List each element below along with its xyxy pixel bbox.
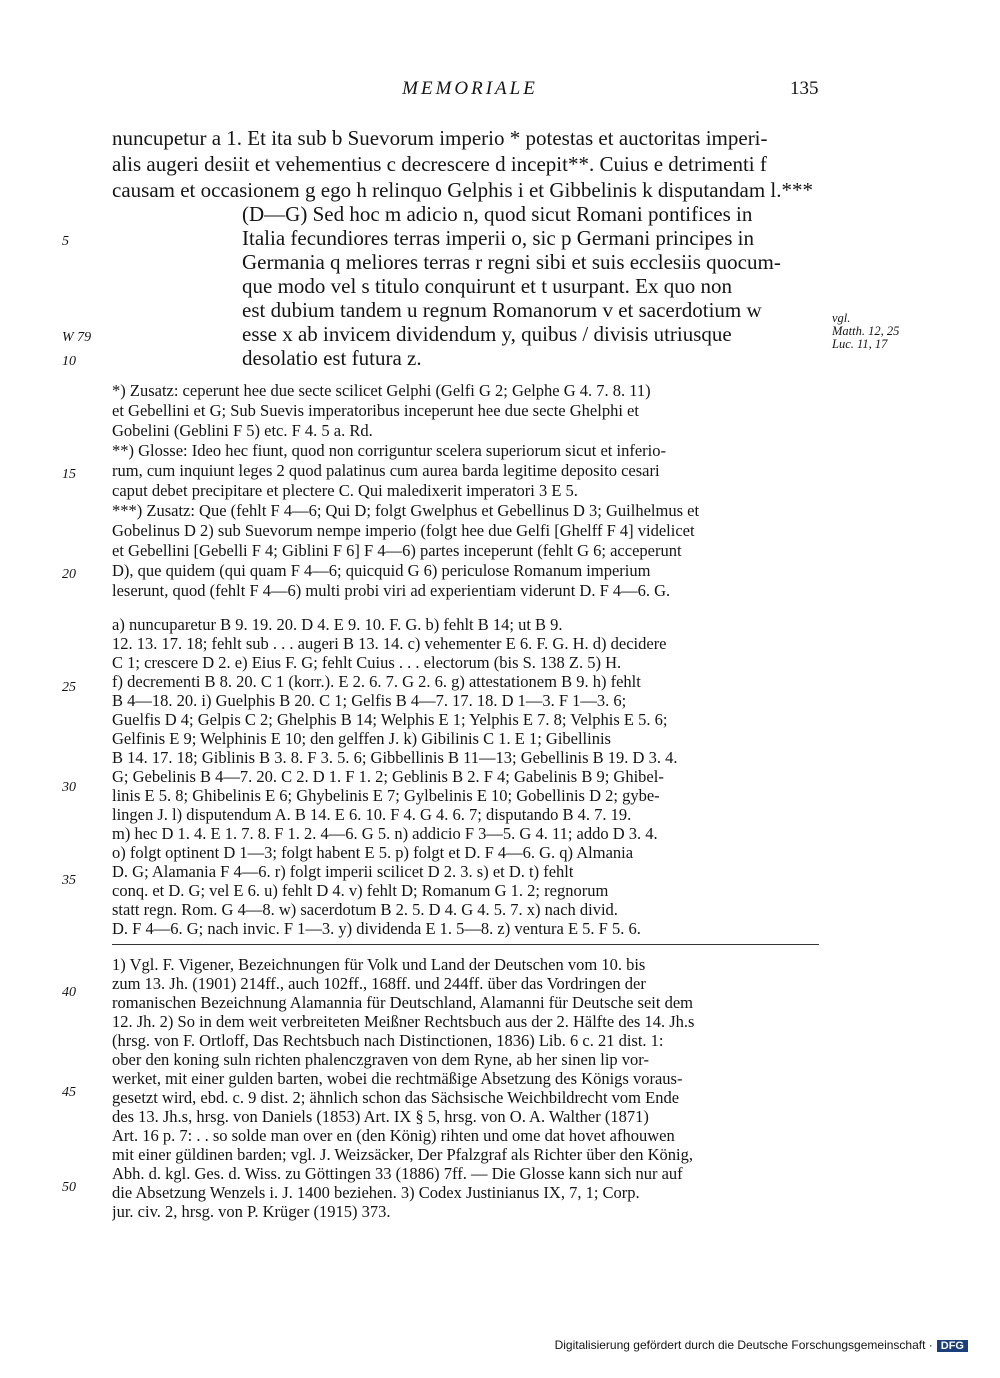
main-text-line: Italia fecundiores terras imperii o, sic p Germani principes in [242,226,754,250]
note-line: ober den koning suln richten phalenczgraven von dem Ryne, ab her sinen lip vor- [112,1050,649,1069]
apparatus-divider [112,944,819,945]
line-number: 5 [62,234,69,249]
addition-line: et Gebellini [Gebelli F 4; Giblini F 6] F 4—6) partes inceperunt (fehlt G 6; acceperunt [112,541,682,560]
apparatus-line: a) nuncuparetur B 9. 19. 20. D 4. E 9. 10. F. G. b) fehlt B 14; ut B 9. [112,615,563,634]
apparatus-line: statt regn. Rom. G 4—8. w) sacerdotum B 2. 5. D 4. G 4. 5. 7. x) nach divid. [112,900,618,919]
margin-reference-line: vgl. [832,311,851,325]
apparatus-line: o) folgt optinent D 1—3; folgt habent E 5. p) folgt et D. F 4—6. G. q) Almania [112,843,634,862]
note-line: romanischen Bezeichnung Alamannia für Deutschland, Alamanni für Deutsche seit dem [112,993,693,1012]
addition-line: Gobelini (Geblini F 5) etc. F 4. 5 a. Rd. [112,421,373,440]
line-number: 35 [62,873,76,888]
line-number: 10 [62,354,76,369]
apparatus-line: Guelfis D 4; Gelpis C 2; Ghelphis B 14; Welphis E 1; Yelphis E 7. 8; Velphis E 5. 6; [112,710,668,729]
apparatus-line: B 4—18. 20. i) Guelphis B 20. C 1; Gelfis B 4—7. 17. 18. D 1—3. F 1—3. 6; [112,691,627,710]
note-line: jur. civ. 2, hrsg. von P. Krüger (1915) 373. [112,1202,391,1221]
main-text-line: (D—G) Sed hoc m adicio n, quod sicut Romani pontifices in [242,202,753,226]
apparatus-line: m) hec D 1. 4. E 1. 7. 8. F 1. 2. 4—6. G 5. n) addicio F 3—5. G 4. 11; addo D 3. 4. [112,824,658,843]
apparatus-line: C 1; crescere D 2. e) Eius F. G; fehlt Cuius . . . electorum (bis S. 138 Z. 5) H. [112,653,622,672]
credit-text: Digitalisierung gefördert durch die Deutsche Forschungsgemeinschaft · [554,1338,933,1352]
note-line: mit einer güldinen barden; vgl. J. Weizsäcker, Der Pfalzgraf als Richter über den König, [112,1145,693,1164]
apparatus-line: D. F 4—6. G; nach invic. F 1—3. y) dividenda E 1. 5—8. z) ventura E 5. F 5. 6. [112,919,641,938]
apparatus-line: Gelfinis E 9; Welphinis E 10; den gelffen J. k) Gibilinis C 1. E 1; Gibellinis [112,729,611,748]
note-line: zum 13. Jh. (1901) 214ff., auch 102ff., 168ff. und 244ff. über das Vordringen der [112,974,646,993]
addition-line: **) Glosse: Ideo hec fiunt, quod non corriguntur scelera superiorum sicut et inferio- [112,441,666,460]
digitization-credit [555,1338,968,1352]
addition-line: ***) Zusatz: Que (fehlt F 4—6; Qui D; folgt Gwelphus et Gebellinus D 3; Guilhelmus et [112,501,700,520]
main-text-line: que modo vel s titulo conquirunt et t usurpant. Ex quo non [242,274,732,298]
line-number: 15 [62,467,76,482]
main-text-line: esse x ab invicem dividendum y, quibus / divisis utriusque [242,322,732,346]
margin-reference [832,312,899,351]
apparatus-line: 12. 13. 17. 18; fehlt sub . . . augeri B 13. 14. c) vehementer E 6. F. G. H. d) decidere [112,634,667,653]
note-line: (hrsg. von F. Ortloff, Das Rechtsbuch nach Distinctionen, 1836) Lib. 6 c. 21 dist. 1: [112,1031,664,1050]
line-number: 40 [62,985,76,1000]
addition-line: *) Zusatz: ceperunt hee due secte scilicet Gelphi (Gelfi G 2; Gelphe G 4. 7. 8. 11) [112,381,651,400]
note-line: werket, mit einer gulden barten, wobei die rechtmäßige Absetzung des Königs voraus- [112,1069,683,1088]
main-text-line: est dubium tandem u regnum Romanorum v et sacerdotium w [242,298,762,322]
main-text-line: nuncupetur a 1. Et ita sub b Suevorum imperio * potestas et auctoritas imperi- [112,126,768,150]
main-text-line: alis augeri desiit et vehementius c decrescere d incepit**. Cuius e detrimenti f [112,152,767,176]
apparatus-line: lingen J. l) disputendum A. B 14. E 6. 10. F 4. G 4. 6. 7; disputando B 4. 7. 19. [112,805,632,824]
main-text-line: causam et occasionem g ego h relinquo Gelphis i et Gibbelinis k disputandam l.*** [112,178,814,202]
note-line: 1) Vgl. F. Vigener, Bezeichnungen für Volk und Land der Deutschen vom 10. bis [112,955,646,974]
line-number: 45 [62,1085,76,1100]
margin-reference-line: Matth. 12, 25 [832,324,900,338]
margin-reference-line: Luc. 11, 17 [832,337,888,351]
apparatus-line: linis E 5. 8; Ghibelinis E 6; Ghybelinis E 7; Gylbelinis E 10; Gobellinis D 2; gybe- [112,786,660,805]
apparatus-line: f) decrementi B 8. 20. C 1 (korr.). E 2. 6. 7. G 2. 6. g) attestationem B 9. h) fehlt [112,672,641,691]
main-text-line: Germania q meliores terras r regni sibi et suis ecclesiis quocum- [242,250,781,274]
note-line: Art. 16 p. 7: . . so solde man over en (den König) rihten und ome dat hovet afhouwen [112,1126,675,1145]
addition-line: et Gebellini et G; Sub Suevis imperatoribus inceperunt hee due secte Ghelphi et [112,401,639,420]
page-number: 135 [790,78,819,99]
note-line: Abh. d. kgl. Ges. d. Wiss. zu Göttingen 33 (1886) 7ff. — Die Glosse kann sich nur auf [112,1164,683,1183]
addition-line: Gobelinus D 2) sub Suevorum nempe imperio (folgt hee due Gelfi [Ghelff F 4] videlicet [112,521,695,540]
note-line: die Absetzung Wenzels i. J. 1400 beziehen. 3) Codex Justinianus IX, 7, 1; Corp. [112,1183,640,1202]
line-number: 20 [62,567,76,582]
main-text-line: desolatio est futura z. [242,346,422,370]
running-header-title: MEMORIALE [402,78,538,99]
addition-line: leserunt, quod (fehlt F 4—6) multi probi viri ad experientiam viderunt D. F 4—6. G. [112,581,671,600]
addition-line: caput debet precipitare et plectere C. Qui maledixerit imperatori 3 E 5. [112,481,578,500]
note-line: des 13. Jh.s, hrsg. von Daniels (1853) Art. IX § 5, hrsg. von O. A. Walther (1871) [112,1107,649,1126]
apparatus-line: G; Gebelinis B 4—7. 20. C 2. D 1. F 1. 2; Geblinis B 2. F 4; Gabelinis B 9; Ghibel- [112,767,664,786]
line-number: 30 [62,780,76,795]
dfg-logo: DFG [937,1340,968,1352]
line-number: W 79 [62,330,92,345]
apparatus-line: conq. et D. G; vel E 6. u) fehlt D 4. v) fehlt D; Romanum G 1. 2; regnorum [112,881,609,900]
line-number: 25 [62,680,76,695]
addition-line: rum, cum inquiunt leges 2 quod palatinus cum aurea barda legitime deposito cesari [112,461,660,480]
addition-line: D), que quidem (qui quam F 4—6; quicquid G 6) periculose Romanum imperium [112,561,651,580]
apparatus-line: B 14. 17. 18; Giblinis B 3. 8. F 3. 5. 6; Gibbellinis B 11—13; Gebellinis B 19. D 3. 4. [112,748,678,767]
note-line: 12. Jh. 2) So in dem weit verbreiteten Meißner Rechtsbuch aus der 2. Hälfte des 14. Jh.s [112,1012,695,1031]
apparatus-line: D. G; Alamania F 4—6. r) folgt imperii scilicet D 2. 3. s) et D. t) fehlt [112,862,574,881]
line-number: 50 [62,1180,76,1195]
note-line: gesetzt wird, ebd. c. 9 dist. 2; ähnlich schon das Sächsische Weichbildrecht vom Ende [112,1088,680,1107]
